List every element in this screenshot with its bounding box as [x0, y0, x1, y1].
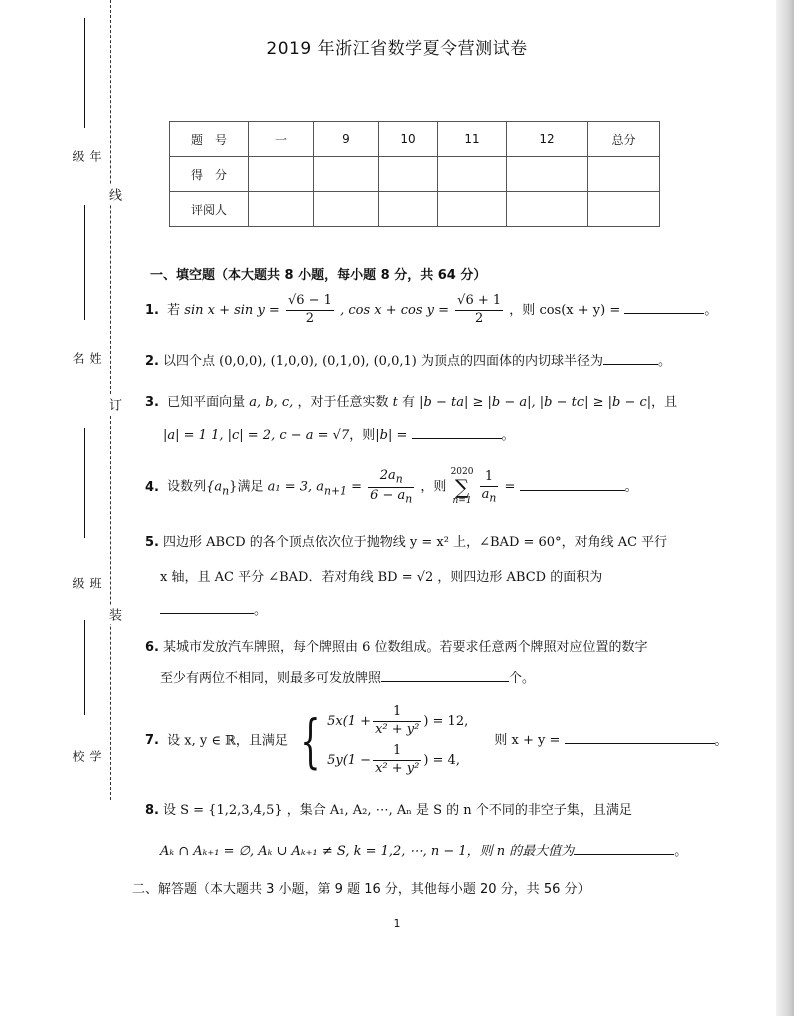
q1-lead: 若: [167, 302, 181, 318]
q3-inequality: |b − ta| ≥ |b − a|, |b − tc| ≥ |b − c|: [419, 395, 652, 410]
header-cell: 总分: [588, 122, 660, 157]
q8-end: 。: [674, 843, 688, 859]
q5-text-2: x 轴，且 AC 平分 ∠BAD．若对角线 BD = √2 ，则四边形 ABCD 的面积为: [160, 569, 603, 585]
answer-blank[interactable]: [160, 601, 254, 614]
q6-line2: [145, 669, 648, 688]
q7-frac2-den: x² + y²: [375, 760, 420, 776]
score-cell[interactable]: [314, 157, 379, 192]
score-cell[interactable]: [379, 157, 438, 192]
reviewer-row: [170, 192, 660, 227]
class-label: 班级: [71, 577, 102, 591]
header-cell: 一: [249, 122, 314, 157]
q4-sum-num: 1: [480, 469, 499, 487]
reviewer-cell[interactable]: [249, 192, 314, 227]
q7-frac1: [373, 704, 421, 739]
q3-var-t: t: [392, 395, 398, 410]
q4-frac-den-sub: n: [405, 492, 413, 506]
q3-text-d: ，且: [651, 395, 678, 410]
question-number: 6.: [145, 640, 159, 655]
q7-lead: 设 x, y ∈ ℝ，且满足: [167, 733, 288, 749]
question-5: [145, 535, 667, 620]
question-number: 7.: [145, 733, 159, 749]
q3-conditions: |a| = 1 1, |c| = 2, c − a = √7: [163, 427, 350, 443]
cut-word-mount: 装: [104, 605, 123, 624]
section-answer: 二、解答题（本大题共 3 小题，第 9 题 16 分，其他每小题 20 分，共 56 分）: [132, 882, 591, 897]
answer-blank[interactable]: [381, 669, 509, 682]
class-line: [84, 428, 85, 538]
q1-frac1-den: 2: [305, 310, 315, 326]
name-label: 姓 名: [71, 352, 102, 366]
q4-frac-num-text: 2a: [379, 468, 396, 483]
q4-seq-sub: n: [222, 484, 230, 498]
q5-line3: [145, 601, 667, 620]
answer-blank[interactable]: [574, 842, 674, 855]
question-number: 1.: [145, 302, 159, 318]
q7-eq2-b: ) = 4,: [423, 752, 460, 768]
reviewer-cell[interactable]: [588, 192, 660, 227]
question-1: [145, 293, 717, 328]
q1-expr2: , cos x + cos y =: [340, 302, 450, 318]
q7-eq1-b: ) = 12,: [423, 713, 469, 729]
q2-text: 以四个点: [162, 354, 215, 369]
page-title: 2019 年浙江省数学夏令营测试卷: [266, 39, 528, 59]
q1-expr1: sin x + sin y =: [184, 302, 280, 318]
school-label: 学校: [71, 750, 102, 764]
q4-seq-close: }: [229, 479, 238, 495]
cut-word-line: 线: [104, 185, 123, 204]
question-4: [145, 468, 638, 506]
q3-end: 。: [501, 427, 515, 443]
q4-frac-num: [368, 468, 414, 488]
score-table: [169, 121, 660, 227]
q3-vectors: a, b, c,: [249, 395, 294, 410]
q1-expr3: cos(x + y) =: [539, 302, 621, 318]
question-number: 2.: [145, 354, 159, 369]
q3-text-b: ，对于任意实数: [297, 395, 389, 410]
q1-tail: ，则: [509, 302, 536, 318]
score-cell[interactable]: [249, 157, 314, 192]
q8-line1: [145, 803, 687, 820]
q4-a1-sub: n+1: [324, 484, 347, 498]
q4-mid: 满足: [237, 479, 264, 495]
q4-then: ，则: [420, 479, 447, 495]
q7-frac1-num: 1: [373, 704, 421, 722]
page-shadow: [776, 0, 794, 1016]
answer-blank[interactable]: [565, 731, 715, 744]
page-number: 1: [393, 917, 401, 930]
q4-frac-den: [368, 488, 414, 507]
question-number: 4.: [145, 479, 159, 495]
question-number: 5.: [145, 535, 159, 550]
reviewer-cell[interactable]: [314, 192, 379, 227]
header-cell: 9: [314, 122, 379, 157]
score-row: [170, 157, 660, 192]
q3-target: |b| =: [375, 427, 408, 443]
q4-sum-top: 2020: [450, 467, 474, 478]
q4-end: 。: [624, 479, 638, 495]
reviewer-cell[interactable]: [379, 192, 438, 227]
q7-frac1-den: x² + y²: [375, 721, 420, 737]
question-7: [145, 700, 728, 782]
q7-frac2-num: 1: [373, 743, 421, 761]
q7-system: [327, 700, 468, 782]
q3-text-a: 已知平面向量: [167, 395, 246, 410]
question-number: 3.: [145, 395, 159, 410]
q5-line2: [145, 570, 667, 587]
question-8: [145, 803, 687, 861]
score-cell[interactable]: [588, 157, 660, 192]
q4-sum-frac: [480, 469, 499, 506]
q4-a1: a₁ = 3, a: [267, 479, 324, 495]
q4-sum-den-text: a: [481, 486, 490, 502]
q4-sum: [451, 468, 474, 506]
answer-blank[interactable]: [520, 478, 625, 491]
answer-blank[interactable]: [624, 301, 704, 314]
section-fill-in: 一、填空题（本大题共 8 小题，每小题 8 分，共 64 分）: [150, 268, 487, 283]
cut-word-bind: 订: [104, 395, 123, 414]
grade-label: 年级: [71, 150, 102, 164]
q1-frac2-num: √6 + 1: [455, 293, 503, 311]
q8-text-2: Aₖ ∩ Aₖ₊₁ = ∅, Aₖ ∪ Aₖ₊₁ ≠ S, k = 1,2, ⋯, n − 1，则 n 的最大值为: [160, 843, 575, 859]
q6-line1: [145, 640, 648, 657]
q3-text-c: 有: [401, 395, 415, 410]
question-2: [145, 352, 671, 371]
q3-line2: [145, 426, 665, 445]
reviewer-cell[interactable]: [507, 192, 588, 227]
q4-frac-num-sub: n: [395, 472, 403, 486]
q1-frac2: [455, 293, 503, 328]
reviewer-cell[interactable]: [438, 192, 507, 227]
sigma-icon: ∑: [454, 475, 470, 500]
q7-frac2: [373, 743, 421, 778]
row-label: 得 分: [170, 157, 249, 192]
school-line: [84, 620, 85, 715]
q1-frac2-den: 2: [475, 310, 484, 326]
q3-line1: [145, 395, 678, 412]
q4-sum-den: [480, 487, 499, 506]
brace-icon: {: [300, 706, 321, 775]
question-6: [145, 640, 648, 688]
name-line: [84, 205, 85, 320]
q2-end: 。: [657, 354, 671, 369]
q8-text-1: 设 S = {1,2,3,4,5} ，集合 A₁, A₂, ⋯, Aₙ 是 S 的 n 个不同的非空子集，且满足: [162, 803, 632, 818]
score-table-header: [170, 122, 660, 157]
q2-tail: 为顶点的四面体的内切球半径为: [420, 354, 603, 369]
q5-text-1: 四边形 ABCD 的各个顶点依次位于抛物线 y = x² 上，∠BAD = 60°，对角线 AC 平行: [162, 535, 668, 550]
q7-end: 。: [714, 733, 728, 749]
q4-sum-den-sub: n: [489, 491, 497, 505]
score-cell[interactable]: [438, 157, 507, 192]
header-cell: 题 号: [170, 122, 249, 157]
header-cell: 12: [507, 122, 588, 157]
q4-seq: {a: [206, 479, 223, 495]
q4-frac-den-text: 6 − a: [370, 487, 406, 503]
q4-eq: =: [346, 479, 362, 495]
header-cell: 11: [438, 122, 507, 157]
q6-text-2: 至少有两位不相同，则最多可发放牌照: [160, 670, 382, 686]
q1-frac1-num: √6 − 1: [286, 293, 334, 311]
q5-line1: [145, 535, 667, 552]
score-cell[interactable]: [507, 157, 588, 192]
q4-lead: 设数列: [167, 479, 207, 495]
q6-end: 个。: [509, 670, 536, 686]
q7-eq2-a: 5y(1 −: [327, 752, 372, 768]
q7-eq1-a: 5x(1 +: [327, 713, 372, 729]
answer-blank[interactable]: [603, 352, 658, 365]
question-number: 8.: [145, 803, 159, 818]
q7-eq1: [327, 704, 468, 739]
row-label: 评阅人: [170, 192, 249, 227]
q3-then: ，则: [349, 427, 376, 443]
answer-blank[interactable]: [412, 426, 502, 439]
q1-end: 。: [704, 302, 718, 318]
q6-text-1: 某城市发放汽车牌照，每个牌照由 6 位数组成。若要求任意两个牌照对应位置的数字: [162, 640, 648, 655]
q4-frac: [368, 468, 414, 506]
header-cell: 10: [379, 122, 438, 157]
q4-sum-eq: =: [504, 479, 516, 495]
q4-sum-bottom: n=1: [452, 496, 472, 507]
question-3: [145, 395, 678, 445]
q7-eq2: [327, 743, 468, 778]
q5-end: 。: [254, 602, 268, 618]
q1-frac1: [286, 293, 334, 328]
q8-line2: [145, 842, 687, 861]
q7-tail: 则 x + y =: [494, 733, 561, 749]
q2-math: (0,0,0), (1,0,0), (0,1,0), (0,0,1): [219, 354, 417, 369]
